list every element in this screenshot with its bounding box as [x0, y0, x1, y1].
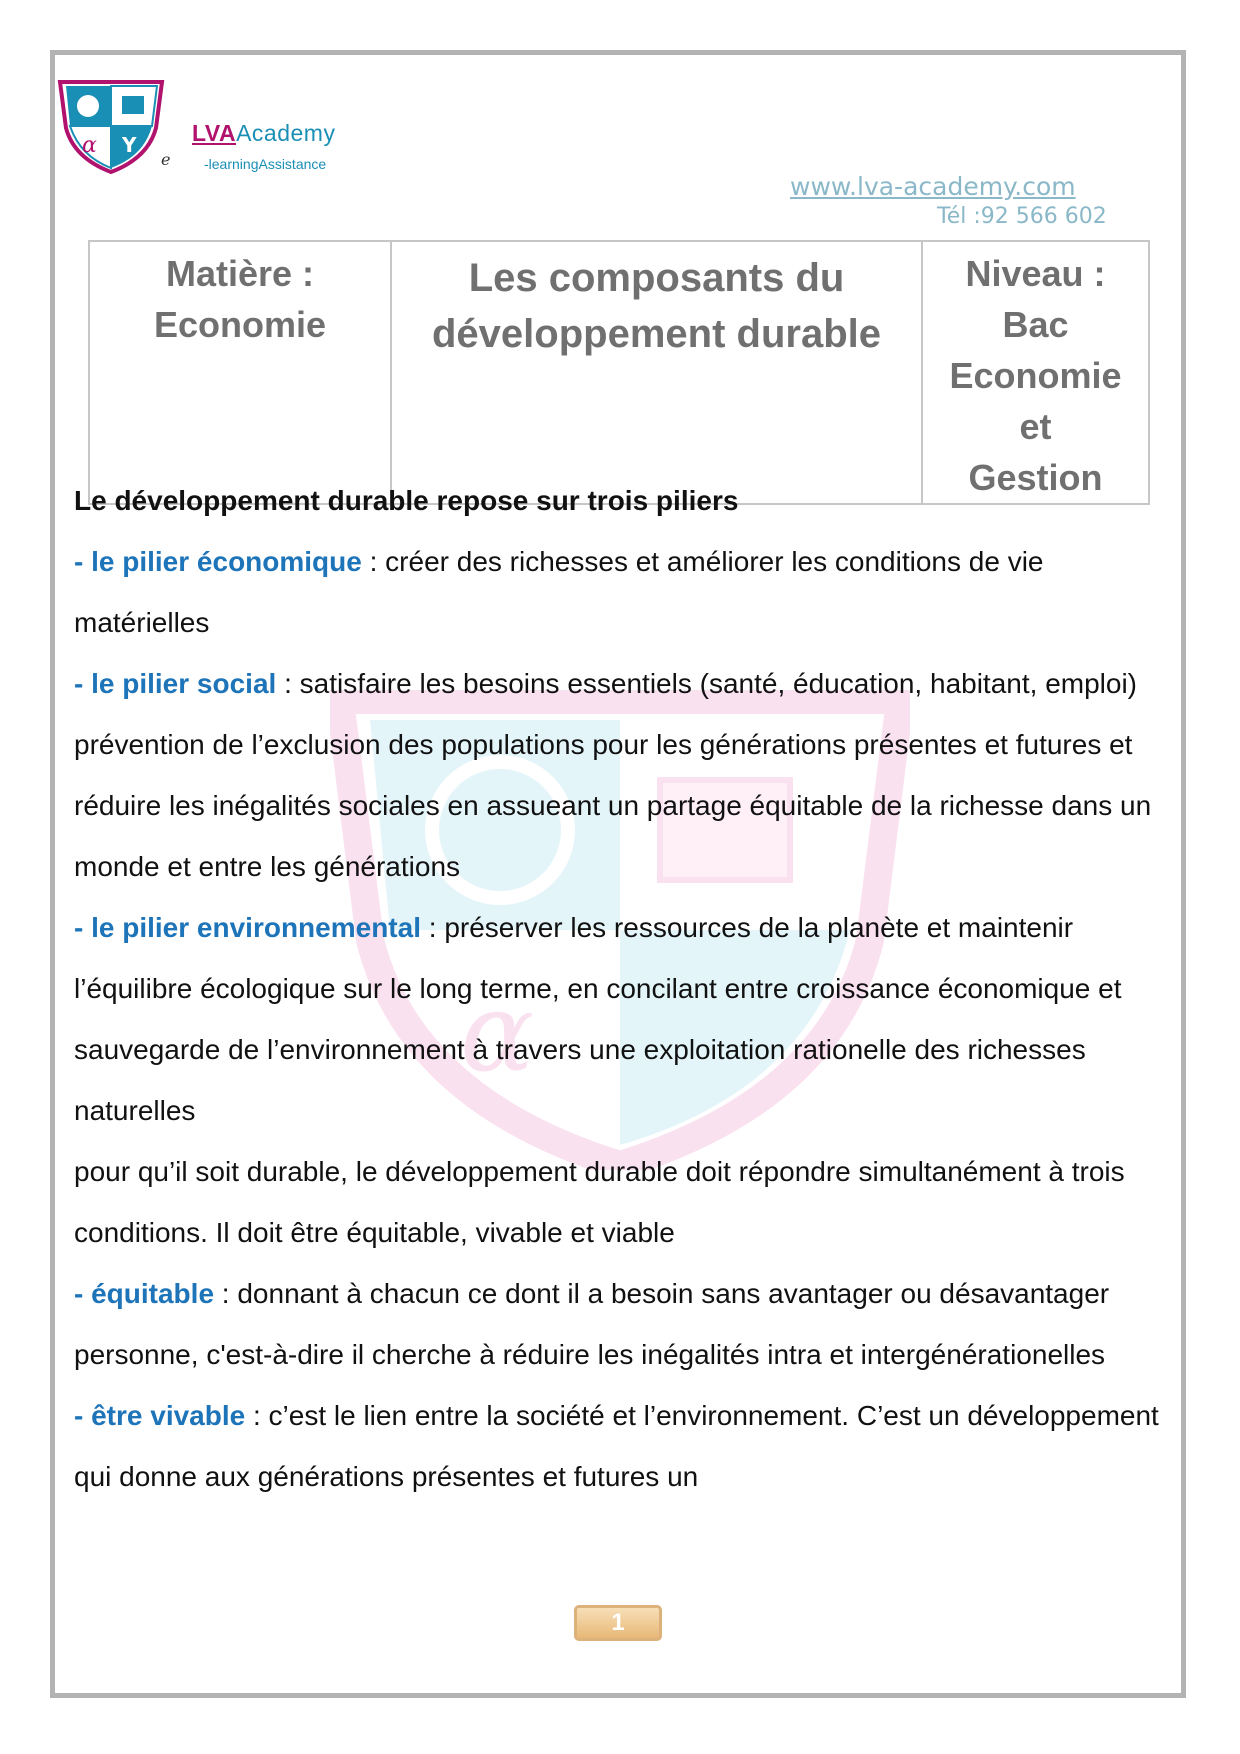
intro-heading: Le développement durable repose sur trois piliers: [74, 485, 739, 516]
level-cell: [922, 241, 1149, 504]
website-link[interactable]: www.lva-academy.com: [790, 172, 1076, 201]
pillar-economic: [74, 531, 1164, 653]
level-line2: Economie et: [949, 355, 1122, 447]
vivable-term: - être vivable: [74, 1400, 246, 1431]
pillar-social-text: : satisfaire les besoins essentiels (santé, éducation, habitant, emploi) prévention de l’exclusion des populations pour les générations présentes et futures et réduire les inégalités sociales en assueant un partage équitable de la richesse dans un monde et entre les générations: [74, 668, 1152, 882]
subject-cell: [89, 241, 391, 504]
brand-name: [192, 120, 335, 147]
page-number-badge: 1: [574, 1605, 662, 1641]
lesson-title-line1: Les composants du: [468, 256, 845, 300]
svg-text:Y: Y: [122, 133, 137, 157]
brand-lva: LVA: [192, 120, 237, 146]
equitable-text: : donnant à chacun ce dont il a besoin sans avantager ou désavantager personne, c'est-à-dire il cherche à réduire les inégalités intra et intergénérationelles: [74, 1278, 1110, 1370]
lesson-body: [74, 470, 1164, 1507]
phone-number: Tél :92 566 602: [937, 204, 1107, 229]
equitable-paragraph: [74, 1263, 1164, 1385]
conditions-paragraph: pour qu’il soit durable, le développement durable doit répondre simultanément à trois conditions. Il doit être équitable, vivable et viable: [74, 1156, 1125, 1248]
lva-shield-logo: [56, 78, 166, 174]
subject-label: Matière :: [165, 253, 315, 294]
lesson-title-line2: développement durable: [432, 312, 881, 356]
pillar-environment: [74, 897, 1164, 1141]
brand-academy: Academy: [236, 120, 336, 146]
level-line3: Gestion: [968, 457, 1103, 498]
pillar-social: [74, 653, 1164, 897]
info-table: [88, 240, 1150, 505]
pillar-economic-text: : créer des richesses et améliorer les conditions de vie matérielles: [74, 546, 1044, 638]
lesson-title-cell: [391, 241, 922, 504]
equitable-term: - équitable: [74, 1278, 215, 1309]
pillar-environment-term: - le pilier environnemental: [74, 912, 421, 943]
subject-value: Economie: [153, 304, 327, 345]
vivable-text: : c’est le lien entre la société et l’environnement. C’est un développement qui donne aux générations présentes et futures un: [74, 1400, 1159, 1492]
pillar-economic-term: - le pilier économique: [74, 546, 362, 577]
svg-text:α: α: [82, 133, 97, 158]
level-line1: Niveau : Bac: [965, 253, 1106, 345]
pillar-social-term: - le pilier social: [74, 668, 277, 699]
svg-text:α: α: [460, 968, 535, 1096]
vivable-paragraph: [74, 1385, 1164, 1507]
brand-e: e: [161, 150, 171, 169]
pillar-environment-text: : préserver les ressources de la planète et maintenir l’équilibre écologique sur le long terme, en concilant entre croissance économique et sauvegarde de l’environnement à travers une exploitation rationelle des richesses naturelles: [74, 912, 1122, 1126]
brand-subtitle: -learningAssistance: [204, 156, 327, 172]
